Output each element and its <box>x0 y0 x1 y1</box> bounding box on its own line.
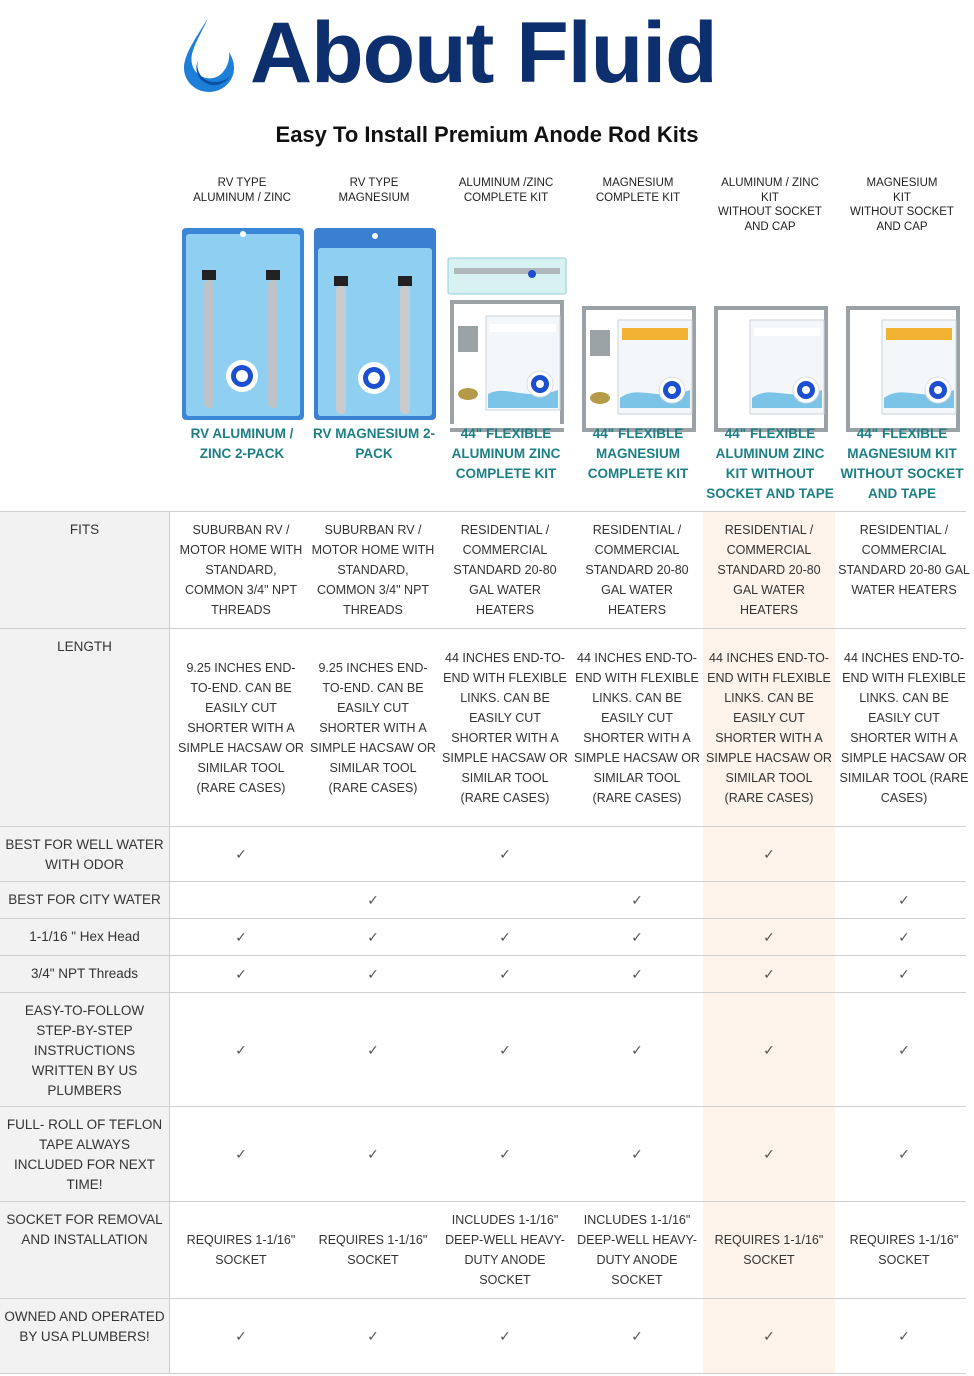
check-icon <box>175 956 307 992</box>
product-type-label: ALUMINUM /ZINC COMPLETE KIT <box>458 177 554 204</box>
checkmark-icon: ✓ <box>499 1328 511 1344</box>
check-icon <box>703 1299 835 1373</box>
check-icon <box>307 956 439 992</box>
check-icon <box>571 1107 703 1201</box>
row-label: FULL- ROLL OF TEFLON TAPE ALWAYS INCLUDED FOR NEXT TIME! <box>0 1107 170 1201</box>
table-cell <box>703 882 835 918</box>
product-name-link[interactable]: 44" FLEXIBLE MAGNESIUM KIT WITHOUT SOCKET AND TAPE <box>840 426 964 501</box>
table-cell: REQUIRES 1-1/16" SOCKET <box>318 1233 428 1267</box>
brand-name: About Fluid <box>250 5 717 101</box>
checkmark-icon: ✓ <box>499 966 511 982</box>
product-type-label: MAGNESIUM COMPLETE KIT <box>595 177 681 204</box>
check-icon <box>439 827 571 881</box>
row-label: BEST FOR CITY WATER <box>0 882 170 918</box>
magnesium-complete-kit-image[interactable] <box>578 244 700 436</box>
table-row <box>0 955 966 992</box>
checkmark-icon: ✓ <box>898 1146 910 1162</box>
checkmark-icon: ✓ <box>763 846 775 862</box>
check-icon <box>307 1107 439 1201</box>
water-drop-icon <box>178 14 240 94</box>
row-label: BEST FOR WELL WATER WITH ODOR <box>0 827 170 881</box>
check-icon <box>439 993 571 1106</box>
aluminum-zinc-kit-no-socket-image[interactable] <box>710 244 832 436</box>
checkmark-icon: ✓ <box>367 1328 379 1344</box>
checkmark-icon: ✓ <box>763 1328 775 1344</box>
checkmark-icon: ✓ <box>898 892 910 908</box>
checkmark-icon: ✓ <box>367 892 379 908</box>
table-cell <box>835 827 973 881</box>
checkmark-icon: ✓ <box>631 1041 643 1058</box>
table-row <box>0 511 970 628</box>
checkmark-icon: ✓ <box>631 892 643 908</box>
table-cell: RESIDENTIAL / COMMERCIAL STANDARD 20-80 GAL WATER HEATERS <box>453 523 557 617</box>
table-cell: REQUIRES 1-1/16" SOCKET <box>849 1233 959 1267</box>
check-icon <box>571 1299 703 1373</box>
table-row <box>0 992 966 1106</box>
checkmark-icon: ✓ <box>898 966 910 982</box>
magnesium-kit-no-socket-image[interactable] <box>842 244 964 436</box>
checkmark-icon: ✓ <box>499 929 511 945</box>
checkmark-icon: ✓ <box>235 1041 247 1058</box>
check-icon <box>307 993 439 1106</box>
table-row <box>0 1106 966 1201</box>
check-icon <box>835 1299 973 1373</box>
check-icon <box>175 993 307 1106</box>
checkmark-icon: ✓ <box>631 1328 643 1344</box>
product-column-header <box>308 176 440 461</box>
table-cell: RESIDENTIAL / COMMERCIAL STANDARD 20-80 GAL WATER HEATERS <box>585 523 689 617</box>
table-row <box>0 881 966 918</box>
row-label: SOCKET FOR REMOVAL AND INSTALLATION <box>0 1202 170 1298</box>
table-cell: INCLUDES 1-1/16" DEEP-WELL HEAVY-DUTY ANODE SOCKET <box>577 1213 697 1287</box>
check-icon <box>439 919 571 955</box>
check-icon <box>703 1107 835 1201</box>
brand-logo <box>176 5 796 101</box>
table-cell: 44 INCHES END-TO-END WITH FLEXIBLE LINKS. CAN BE EASILY CUT SHORTER WITH A SIMPLE HACSAW OR SIMILAR TOOL (RARE CASES) <box>703 629 835 826</box>
rv-magnesium-pack-image[interactable] <box>314 228 436 420</box>
check-icon <box>835 882 973 918</box>
table-cell: RESIDENTIAL / COMMERCIAL STANDARD 20-80 GAL WATER HEATERS <box>703 512 835 628</box>
check-icon <box>703 993 835 1106</box>
checkmark-icon: ✓ <box>631 929 643 945</box>
table-cell: SUBURBAN RV / MOTOR HOME WITH STANDARD, COMMON 3/4" NPT THREADS <box>179 523 303 617</box>
product-column-header <box>704 176 836 501</box>
check-icon <box>835 956 973 992</box>
check-icon <box>571 882 703 918</box>
checkmark-icon: ✓ <box>763 929 775 945</box>
checkmark-icon: ✓ <box>235 846 247 862</box>
table-cell: SUBURBAN RV / MOTOR HOME WITH STANDARD, COMMON 3/4" NPT THREADS <box>311 523 435 617</box>
row-label: 1-1/16 " Hex Head <box>0 919 170 955</box>
row-label: 3/4" NPT Threads <box>0 956 170 992</box>
checkmark-icon: ✓ <box>631 966 643 982</box>
checkmark-icon: ✓ <box>898 929 910 945</box>
row-label: LENGTH <box>0 629 170 826</box>
check-icon <box>439 1299 571 1373</box>
check-icon <box>307 882 439 918</box>
check-icon <box>571 993 703 1106</box>
table-cell: 9.25 INCHES END-TO-END. CAN BE EASILY CUT SHORTER WITH A SIMPLE HACSAW OR SIMILAR TOOL (RARE CASES) <box>310 660 436 795</box>
table-cell <box>439 882 571 918</box>
table-row <box>0 826 966 881</box>
product-type-label: RV TYPE ALUMINUM / ZINC <box>193 177 291 204</box>
aluminum-zinc-complete-kit-image[interactable] <box>446 244 568 436</box>
check-icon <box>835 919 973 955</box>
checkmark-icon: ✓ <box>763 966 775 982</box>
check-icon <box>571 956 703 992</box>
checkmark-icon: ✓ <box>367 929 379 945</box>
checkmark-icon: ✓ <box>367 1146 379 1162</box>
product-type-label: RV TYPE MAGNESIUM <box>338 177 410 204</box>
product-name-link[interactable]: RV ALUMINUM / ZINC 2-PACK <box>190 426 294 461</box>
table-cell: RESIDENTIAL / COMMERCIAL STANDARD 20-80 GAL WATER HEATERS <box>838 523 970 597</box>
product-name-link[interactable]: RV MAGNESIUM 2-PACK <box>312 426 435 461</box>
checkmark-icon: ✓ <box>499 1041 511 1058</box>
check-icon <box>439 956 571 992</box>
checkmark-icon: ✓ <box>367 1041 379 1058</box>
product-column-header <box>440 176 572 481</box>
checkmark-icon: ✓ <box>763 1041 775 1058</box>
check-icon <box>703 956 835 992</box>
table-cell <box>307 827 439 881</box>
checkmark-icon: ✓ <box>898 1328 910 1344</box>
checkmark-icon: ✓ <box>499 1146 511 1162</box>
table-cell <box>175 882 307 918</box>
checkmark-icon: ✓ <box>898 1041 910 1058</box>
row-label: EASY-TO-FOLLOW STEP-BY-STEP INSTRUCTIONS WRITTEN BY US PLUMBERS <box>0 993 170 1106</box>
check-icon <box>175 1299 307 1373</box>
check-icon <box>703 827 835 881</box>
checkmark-icon: ✓ <box>235 1328 247 1344</box>
table-cell: REQUIRES 1-1/16" SOCKET <box>703 1202 835 1298</box>
check-icon <box>571 919 703 955</box>
checkmark-icon: ✓ <box>631 1146 643 1162</box>
table-cell: 44 INCHES END-TO-END WITH FLEXIBLE LINKS. CAN BE EASILY CUT SHORTER WITH A SIMPLE HACSAW OR SIMILAR TOOL (RARE CASES) <box>839 650 969 805</box>
row-label: FITS <box>0 512 170 628</box>
checkmark-icon: ✓ <box>763 1146 775 1162</box>
checkmark-icon: ✓ <box>499 846 511 862</box>
table-row <box>0 1201 966 1298</box>
table-row <box>0 628 969 826</box>
check-icon <box>835 1107 973 1201</box>
check-icon <box>175 1107 307 1201</box>
table-row <box>0 918 966 955</box>
table-row <box>0 1298 966 1374</box>
product-column-header <box>836 176 968 501</box>
product-name-link[interactable]: 44" FLEXIBLE MAGNESIUM COMPLETE KIT <box>587 426 689 481</box>
table-cell: REQUIRES 1-1/16" SOCKET <box>186 1233 296 1267</box>
product-column-header <box>572 176 704 481</box>
checkmark-icon: ✓ <box>235 929 247 945</box>
table-cell <box>571 827 703 881</box>
check-icon <box>307 1299 439 1373</box>
table-cell: 44 INCHES END-TO-END WITH FLEXIBLE LINKS. CAN BE EASILY CUT SHORTER WITH A SIMPLE HACSAW OR SIMILAR TOOL (RARE CASES) <box>442 650 568 805</box>
rv-aluminum-zinc-pack-image[interactable] <box>182 228 304 420</box>
page-title: Easy To Install Premium Anode Rod Kits <box>275 122 699 147</box>
product-type-label: MAGNESIUM KIT WITHOUT SOCKET AND CAP <box>850 177 954 233</box>
checkmark-icon: ✓ <box>235 966 247 982</box>
product-name-link[interactable]: 44" FLEXIBLE ALUMINUM ZINC KIT WITHOUT SOCKET AND TAPE <box>706 426 834 501</box>
product-type-label: ALUMINUM / ZINC KIT WITHOUT SOCKET AND CAP <box>718 177 822 233</box>
table-cell: 9.25 INCHES END-TO-END. CAN BE EASILY CUT SHORTER WITH A SIMPLE HACSAW OR SIMILAR TOOL (RARE CASES) <box>178 660 304 795</box>
check-icon <box>439 1107 571 1201</box>
checkmark-icon: ✓ <box>367 966 379 982</box>
check-icon <box>835 993 973 1106</box>
checkmark-icon: ✓ <box>235 1146 247 1162</box>
product-column-header <box>176 176 308 461</box>
table-cell: INCLUDES 1-1/16" DEEP-WELL HEAVY-DUTY ANODE SOCKET <box>445 1213 565 1287</box>
product-name-link[interactable]: 44" FLEXIBLE ALUMINUM ZINC COMPLETE KIT <box>451 426 561 481</box>
check-icon <box>175 827 307 881</box>
check-icon <box>175 919 307 955</box>
table-cell: 44 INCHES END-TO-END WITH FLEXIBLE LINKS. CAN BE EASILY CUT SHORTER WITH A SIMPLE HACSAW OR SIMILAR TOOL (RARE CASES) <box>574 650 700 805</box>
check-icon <box>703 919 835 955</box>
row-label: OWNED AND OPERATED BY USA PLUMBERS! <box>0 1299 170 1373</box>
check-icon <box>307 919 439 955</box>
